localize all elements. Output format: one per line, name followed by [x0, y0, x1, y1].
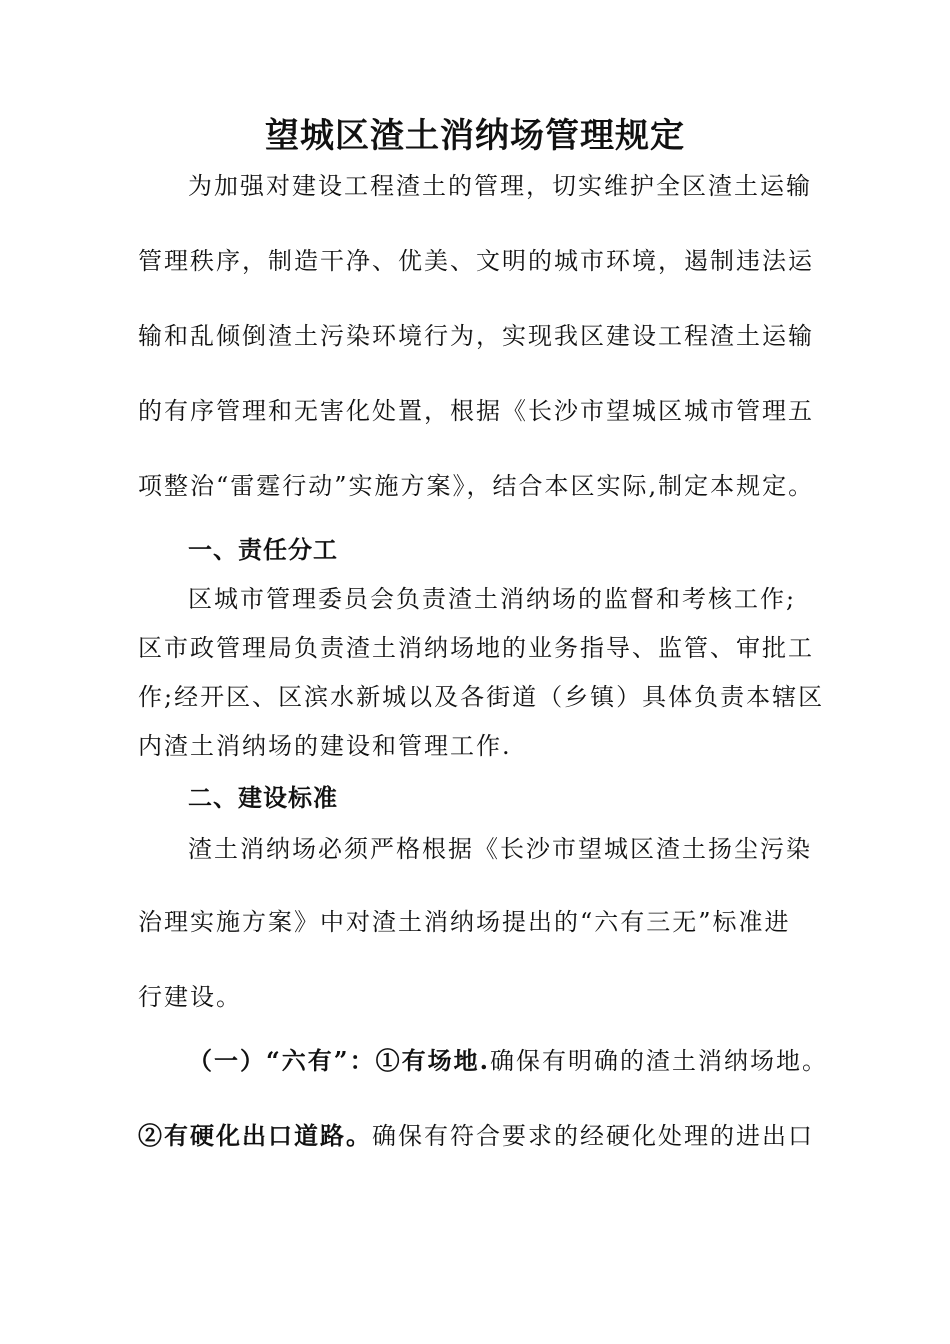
section2-line: 治理实施方案》中对渣土消纳场提出的“六有三无”标准进: [138, 908, 791, 936]
document-title: 望城区渣土消纳场管理规定: [265, 116, 685, 156]
intro-line: 项整治“雷霆行动”实施方案》，结合本区实际,制定本规定。: [138, 472, 815, 500]
section2-line: 行建设。: [138, 983, 242, 1011]
six-have-paragraph: [138, 1043, 828, 1079]
intro-line: 的有序管理和无害化处置，根据《长沙市望城区城市管理五: [138, 397, 814, 425]
section1-line: 内渣土消纳场的建设和管理工作.: [138, 732, 512, 760]
intro-line: 管理秩序，制造干净、优美、文明的城市环境，遏制违法运: [138, 247, 814, 275]
section-heading-standards: 二、建设标准: [188, 783, 338, 812]
section1-line: 区市政管理局负责渣土消纳场地的业务指导、监管、审批工: [138, 634, 814, 662]
six-have-text: 确保有明确的渣土消纳场地。: [489, 1047, 828, 1075]
hardened-road-text: 确保有符合要求的经硬化处理的进出口: [372, 1122, 814, 1150]
section2-line: 渣土消纳场必须严格根据《长沙市望城区渣土扬尘污染: [188, 835, 812, 863]
six-have-label: （一）“六有”：①有场地.: [188, 1046, 490, 1075]
section-heading-responsibility: 一、责任分工: [188, 535, 338, 564]
intro-line: 输和乱倾倒渣土污染环境行为，实现我区建设工程渣土运输: [138, 322, 814, 350]
section1-line: 区城市管理委员会负责渣土消纳场的监督和考核工作;: [188, 585, 797, 613]
hardened-road-paragraph: [138, 1118, 818, 1154]
hardened-road-label: ②有硬化出口道路。: [138, 1121, 372, 1150]
intro-line: 为加强对建设工程渣土的管理，切实维护全区渣土运输: [188, 172, 812, 200]
section1-line: 作;经开区、区滨水新城以及各街道（乡镇）具体负责本辖区: [138, 683, 825, 711]
